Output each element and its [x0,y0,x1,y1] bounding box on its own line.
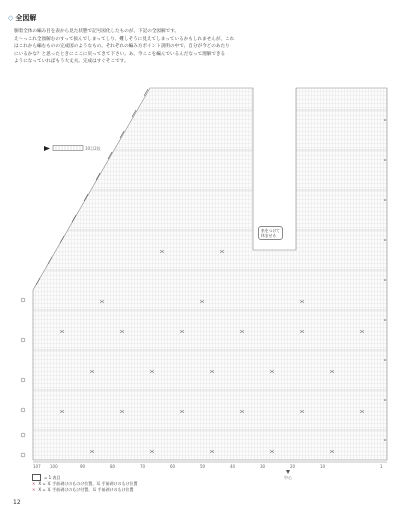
knit-box-icon [32,474,41,481]
cross-icon: ✕ [32,481,36,486]
ruler-label: 90 [80,464,86,469]
intro-line: 胴着全体の編み目を表から見た状態で記号図化したものが、下記の全図解です。 [14,29,180,34]
callout-line: 糸をつけて [261,228,280,233]
chart-grid [21,88,387,460]
center-label: 中心 [284,475,292,480]
legend-row [32,474,138,481]
ruler-label: 80 [110,464,116,469]
ruler-label: 10 [320,464,326,469]
ruler-label: 60 [170,464,176,469]
arrow-marker-icon [44,146,83,152]
intro-line: え～っこれ全図解むのすって抜んでしまってしり、難しそうに見えてしまっているかもしれませんが、これ [14,36,235,42]
yarn-callout [258,226,283,240]
ruler-label: 70 [140,464,146,469]
legend [32,474,138,493]
legend-row [32,487,138,493]
ruler-label: 20 [290,464,296,469]
ruler-label: 40 [230,464,236,469]
center-arrow-icon [286,470,290,474]
diamond-icon: ◇ [8,14,14,22]
cross-icon: ✕ [32,487,36,492]
page-number: 12 [13,499,21,506]
legend-text: X = 耳 手前剥けのもけ付置、耳 手前剥けのもけ位置 [38,487,134,492]
left-marker-label: 10目2段 [85,146,101,151]
heading-text: 全図解 [15,14,37,22]
ruler-label: 30 [260,464,266,469]
ruler-label: 1 [380,464,383,469]
ruler-label: 50 [200,464,206,469]
ruler-label: 100 [50,464,58,469]
intro-line: にいるかな？と思ったときにここに戻ってきて下さい。あ、今ここを編んでいるんだなって理解できる [14,51,226,57]
legend-text: = 1 表目 [44,474,61,480]
legend-text: X = 耳 手前剥けのものけ位置、耳 手前剥けのもけ位置 [38,481,138,486]
ruler-label: 107 [33,464,41,469]
callout-line: 休ませる [261,233,277,238]
intro-line: ようになっていればもう大丈夫。完成はすぐそこです。 [14,59,129,65]
intro-line: はこれから編むものの完成図のようなもの。それぞれの編み方ポイント説明の中で、自分が今どのあたり [14,44,230,50]
